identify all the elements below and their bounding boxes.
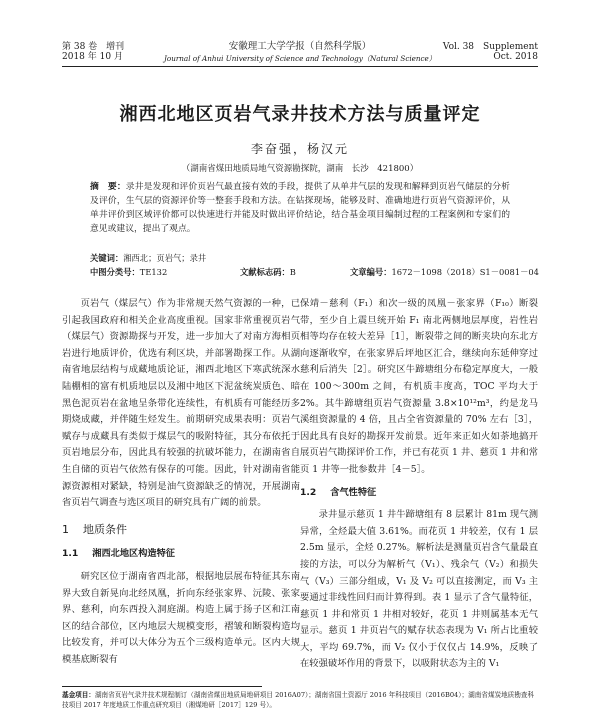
keywords-text: 湘西北；页岩气；录井	[123, 253, 207, 263]
subsection-heading	[300, 485, 538, 502]
author-affiliation: （湖南省煤田地质局地气资源勘探院，湖南 长沙 421800）	[181, 164, 419, 174]
clc-code: TE132	[139, 267, 168, 277]
volume-issue-en: Vol. 38 Supplement	[442, 42, 538, 52]
running-header	[0, 0, 600, 63]
body-paragraph: 录井显示慈页 1 井牛蹄塘组有 8 层累计 81m 现气测异常，全烃最大值 3.61%。而花页 1 井较差，仅有 1 层 2.5m 显示，全烃 0.27%。解析法是测量页岩含气量最直接的方法，可以分为解析气（V₁）、残余气（V₂）和损失气（V₃）三部分组成，V₁ 及 V₂ 可以直接测定，而 V₃ 主要通过非线性回归而计算得到。表 1 显示了含气量特征，慈页 1 井和常页 1 井相对较好，花页 1 井则属基本无气显示。慈页 1 井页岩气的赋存状态表现为 V₁ 所占比重较大，平均 69.7%，而 V₂ 仅小于仅仅占 14.9%，反映了在较强破坏作用的背景下，以吸附状态为主的 V₁	[300, 509, 538, 670]
paper-authors: 李奋强，杨汉元	[250, 142, 349, 156]
article-number-label: 文章编号：	[350, 267, 392, 277]
date-en: Oct. 2018	[493, 52, 538, 62]
footnote-text: 湖南省页岩气录井技术规程制订（湖南省煤田地质局地研项目 2016A07）；湖南省国土资源厅 2016 年科技项目（2016B04）；湖南省煤炭地质勘查科技项目 2017 年度地质工作重点研究项目（湘煤地研［2017］129 号）。	[62, 691, 535, 709]
journal-name-cn: 安徽理工大学学报（自然科学版）	[228, 41, 372, 52]
journal-name-en: Journal of Anhui University of Science and Technology（Natural Science）	[164, 54, 436, 63]
body-right-column	[300, 296, 538, 673]
clc-label: 中图分类号：	[90, 267, 140, 277]
section-heading	[62, 522, 300, 539]
heading-text: 地质条件	[83, 522, 127, 536]
keywords-label: 关键词：	[90, 253, 124, 263]
heading-text: 含气性特征	[330, 486, 377, 498]
header-rule	[62, 66, 538, 67]
heading-number: 1.1	[62, 548, 79, 560]
heading-number: 1.2	[300, 486, 317, 498]
footnote-rule	[62, 686, 262, 687]
keywords	[90, 252, 510, 265]
body-paragraph: 保靖－慈利（F₁）和次一级的凤凰－张家界（F₁₀）断裂带，至少自上震旦统开始 F₁ 南北两侧地层厚度，岩性岩相等均存在较大差异［1］，断裂带之间的断夹块向东北方向逐渐收窄，在张家界后坪地区汇合，继续向东延伸穿过慈利后消失［2］。研究区牛蹄塘组分布稳定厚度大，一般在 100～300m 之间，有机质丰度高，TOC 平均大于 2%。其牛蹄塘组页岩气资源量 3.8×10¹²m³，约是龙马溪组资源量的 4 倍，且占全省资源量的 70% 左右［3］，因此具有良好的勘探开发前景。近年来正如火如荼地搞开展页岩气勘探评价工作，并已有花页 1 井、慈页 1 井和常页 1 井等一批参数井［4－5］。	[300, 298, 538, 475]
classification-row	[90, 266, 539, 279]
abstract-text: 录井是发现和评价页岩气最直接有效的手段，提供了从单井气层的发现和解释到页岩气储层的分析及评价，生气层的资源评价等一整套手段和方法。在钻探现场，能够及时、准确地进行页岩气资源评价，从单井评价到区域评价都可以快速进行并能及时做出评价结论，结合基金项目编制过程的工程案例和专家们的意见或建议，提出了观点。	[90, 182, 510, 234]
volume-issue-cn: 第 38 卷 增刊	[62, 42, 125, 52]
abstract	[90, 180, 510, 236]
funding-footnote	[62, 690, 538, 710]
doc-code: B	[289, 267, 296, 277]
body-paragraph: 页岩气（煤层气）作为非常规天然气资源的一种，已引起我国政府和相关企业高度重视。国家非常重视页岩气（煤层气）资源勘探与开发，进一步加大了对南方海相页岩进行地质评价，优选有利区块，并部署勘探工作。从湖南省地层结构与成藏地质论证，湘西北地区下寒武统深水陆棚相的富有机质地层以及湘中地区下泥盆统炭质色、暗黑色泥页岩在盆地呈条带化连续性，有机质有可能经历多期烧成藏，并伴随生烃发生。前期研究成果表明：页岩气赋存与成藏具有类似于煤层气的吸附特征，其分布依托于页岩地层分布，因此具有较强的抗破坏能力，在湖南省自生自储的页岩气依然有保存的可能。因此，针对湖南省能源资源相对紧缺，特别是油气资源缺乏的情况，开展湖南省页岩气调查与选区项目的研究具有广阔的前景。	[62, 298, 300, 509]
article-number: 1672－1098（2018）S1－0081－04	[391, 267, 539, 277]
date-cn: 2018 年 10 月	[62, 52, 123, 62]
body-paragraph: 研究区位于湖南省西北部，根据地层展布特征其东南界大致自新晃向北经凤凰，折向东经张家界、沅陵、张家界、慈利，向东西投入洞庭湖。构造上属于扬子区和江南区的结合部位，区内地层大规模变形，褶皱和断裂构造均比较发育，并可以大体分为五个三级构造单元。区内大规模基底断裂有	[62, 570, 300, 665]
abstract-label: 摘 要：	[90, 182, 126, 192]
heading-text: 湘西北地区构造特征	[92, 548, 175, 560]
body-left-column	[62, 296, 300, 668]
paper-title: 湘西北地区页岩气录井技术方法与质量评定	[119, 104, 481, 125]
heading-number: 1	[62, 522, 69, 536]
subsection-heading	[62, 546, 300, 563]
footnote-label: 基金项目：	[62, 691, 95, 699]
doc-code-label: 文献标志码：	[240, 267, 290, 277]
